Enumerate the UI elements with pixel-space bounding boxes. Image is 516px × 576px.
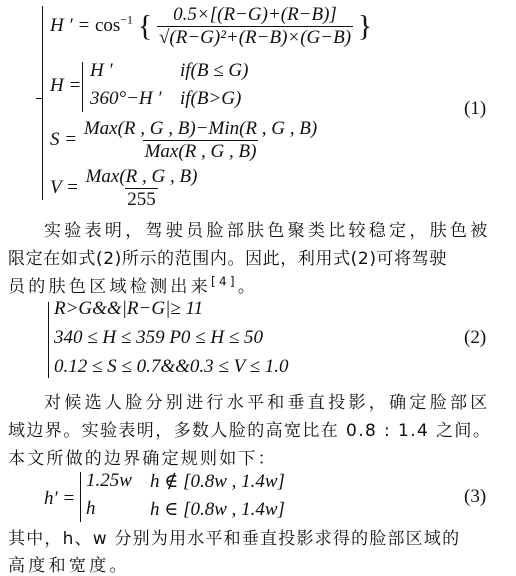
para1-line2: 限定在如式(2)所示的范围内。因此，利用式(2)可将驾驶 [8, 249, 447, 269]
eq1-h-case2-condition [180, 88, 241, 110]
eq3-case2-condition: h ∈ [0.8w , 1.4w] [150, 499, 285, 520]
eq1-arccos-exp: −1 [120, 12, 134, 27]
para2-line3: 本文所做的边界确定规则如下： [8, 449, 277, 469]
para1-citation: [4] [211, 274, 238, 289]
eq1-arccos: cos [94, 14, 121, 36]
eq1-s-row [50, 118, 319, 163]
eq1-h-case1 [90, 60, 113, 82]
eq1-hprime-denominator: √(R−G)²+(R−B)×(G−B) [158, 27, 352, 48]
para1-line1: 实验表明，驾驶员脸部肤色聚类比较稳定，肤色被 [44, 221, 491, 241]
eq1-hprime-fraction [157, 4, 353, 49]
eq2-number: (2) [464, 327, 487, 348]
eq2-row3: 0.12 ≤ S ≤ 0.7&&0.3 ≤ V ≤ 1.0 [54, 356, 289, 377]
eq1-v-row [50, 166, 199, 211]
para3-line1: 其中，h、w 分别为用水平和垂直投影求得的脸部区域的 [8, 529, 461, 549]
eq1-h-lhs [50, 75, 81, 97]
eq2-row2: 340 ≤ H ≤ 359 P0 ≤ H ≤ 50 [54, 327, 264, 348]
eq1-v-fraction [84, 166, 200, 211]
eq2-brace [48, 302, 49, 378]
para2-line2: 域边界。实验表明，多数人脸的高宽比在 0.8 : 1.4 之间。 [8, 421, 492, 441]
para3-line2: 高度和宽度。 [8, 556, 130, 576]
eq1-hprime-numerator: 0.5×[(R−G)+(R−B)] [173, 4, 337, 25]
eq1-v-numerator: Max(R , G , B) [85, 166, 198, 187]
eq1-h-lhs-text: H = [50, 75, 82, 96]
eq1-h-brace [82, 62, 83, 112]
eq3-lhs: h′ = [44, 488, 76, 509]
para1-line3-text: 员的肤色区域检测出来 [8, 277, 211, 297]
para1-line3-end: 。 [237, 277, 259, 297]
eq1-h-case1-value: H ′ [90, 60, 113, 81]
eq1-number: (1) [464, 98, 487, 119]
eq1-s-denominator: Max(R , G , B) [144, 141, 257, 162]
eq1-v-denominator: 255 [127, 189, 156, 210]
eq1-hprime-lhs: H ′ = [50, 14, 91, 36]
eq1-v-lhs: V = [50, 176, 79, 198]
eq1-brace [42, 6, 43, 200]
eq3-number: (3) [464, 486, 487, 507]
eq1-h-case2 [90, 88, 162, 110]
eq1-s-fraction [82, 118, 319, 163]
para2-line1: 对候选人脸分别进行水平和垂直投影，确定脸部区 [44, 393, 491, 413]
eq3-brace [80, 472, 81, 522]
eq1-h-case1-cond-text: if(B ≤ G) [180, 60, 249, 81]
eq3-case1-condition: h ∉ [0.8w , 1.4w] [150, 471, 285, 492]
eq3-case1-value: 1.25w [86, 470, 132, 491]
eq1-brace-tick [36, 98, 42, 99]
para1-line3 [8, 272, 258, 297]
eq1-h-case2-cond-text: if(B>G) [180, 88, 242, 109]
eq1-s-numerator: Max(R , G , B)−Min(R , G , B) [83, 118, 318, 139]
eq3-case2-value: h [86, 498, 96, 519]
eq1-s-lhs: S = [50, 128, 78, 150]
eq1-h-case1-condition [180, 60, 248, 82]
eq2-row1: R>G&&|R−G|≥ 11 [54, 298, 204, 319]
eq1-hprime-row: H ′ = $\cos^{-1}$ { $\frac{0.5\times[(R-G)+(R-B)]}{\text{√(R−G)²+(R−B)×(G−B)}}$ } [50, 4, 373, 48]
eq1-h-case2-value: 360°−H ′ [90, 88, 162, 109]
